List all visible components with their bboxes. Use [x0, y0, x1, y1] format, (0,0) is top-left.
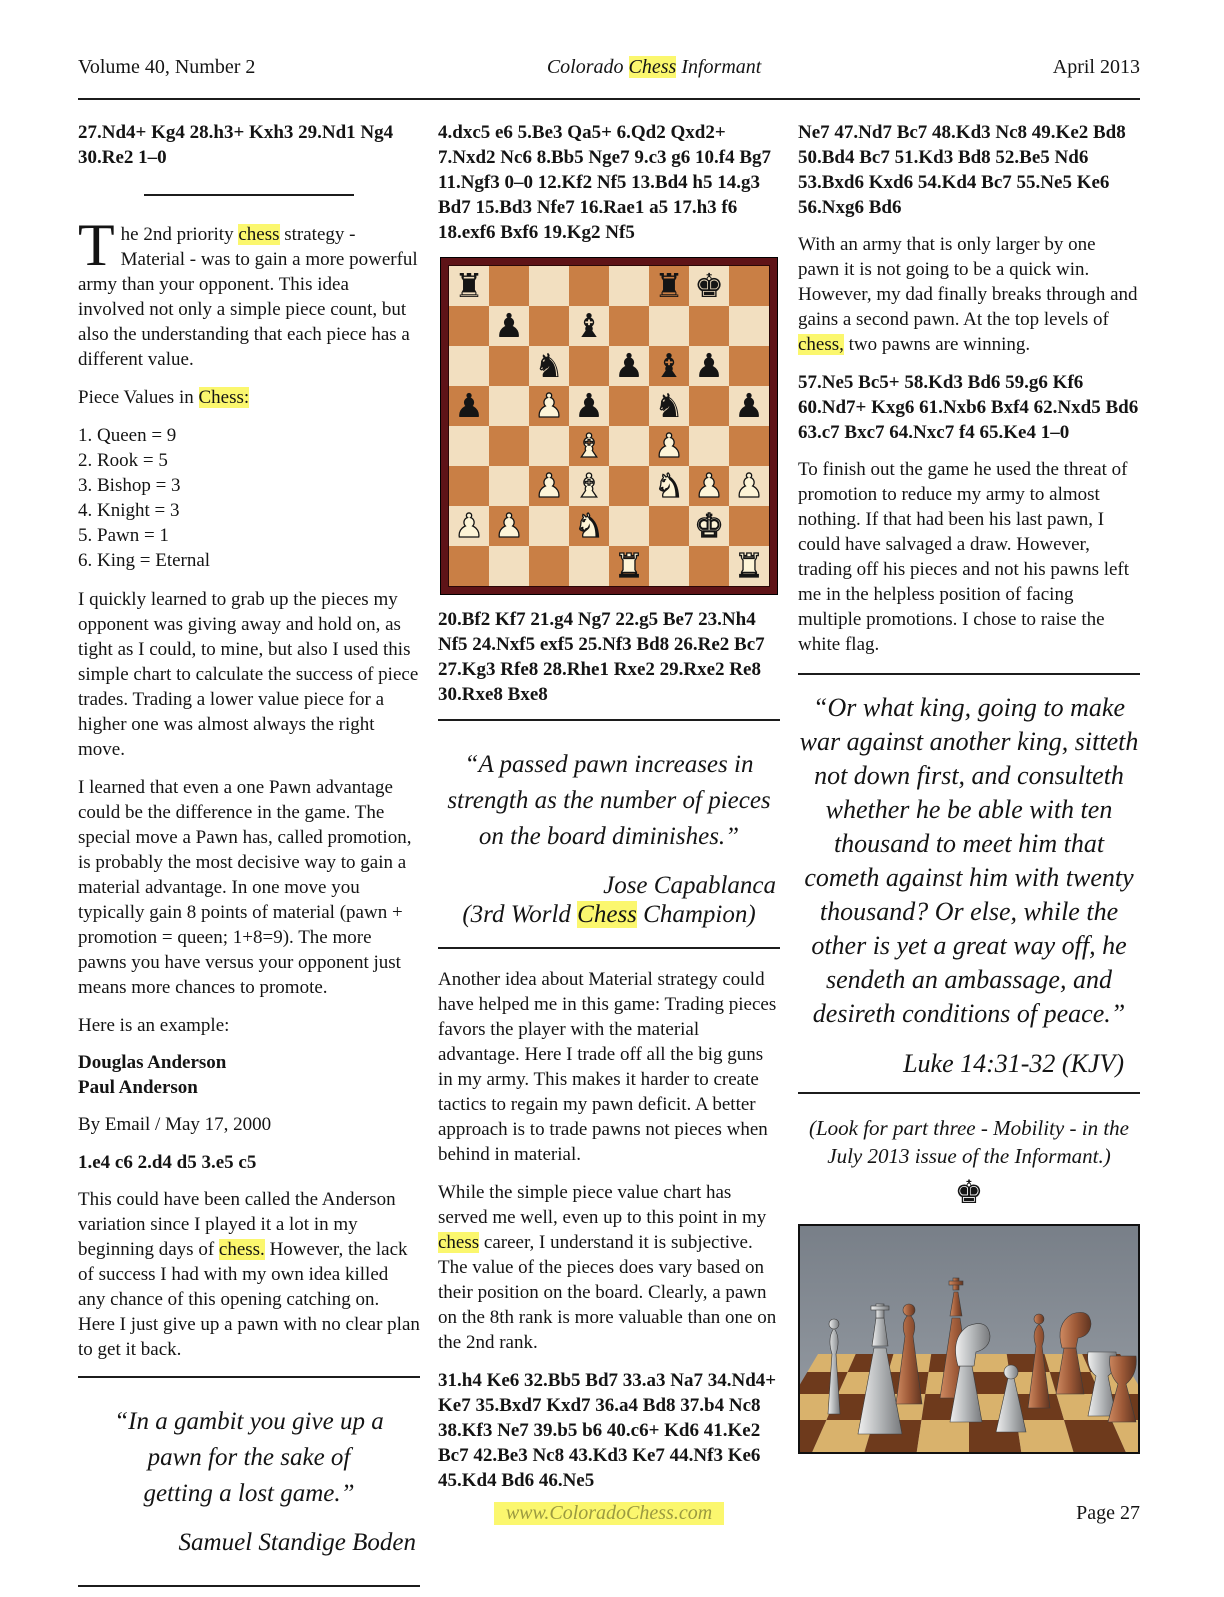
board-square — [449, 306, 489, 346]
board-square — [569, 306, 609, 346]
black-piece: ♝ — [654, 346, 684, 385]
player-name: Douglas Anderson — [78, 1052, 227, 1073]
game-moves: 1.e4 c6 2.d4 d5 3.e5 c5 — [78, 1152, 257, 1173]
board-square — [449, 546, 489, 586]
highlighted-word: chess — [238, 224, 280, 245]
board-square — [449, 426, 489, 466]
game-moves: 31.h4 Ke6 32.Bb5 Bd7 33.a3 Na7 34.Nd4+ Ke7 35.Bxd7 Kxd7 36.a4 Bd8 37.b4 Nc8 38.Kf3 Ne7 39.b5 b6 40.c6+ Kd6 41.Ke2 Bc7 42.Be3 Nc8 43.Kd3 Ke7 44.Nf3 Ke6 45.Kd4 Bd6 46.Ne5 — [438, 1370, 777, 1491]
board-square — [489, 386, 529, 426]
white-piece: ♟ — [734, 466, 764, 505]
board-square — [529, 466, 569, 506]
body-paragraph: I learned that even a one Pawn advantage could be the difference in the game. The special move a Pawn has, called promotion, is probably the most decisive way to gain a material advantage. In one move you typically gain 8 points of material (pawn + promotion = queen; 1+8=9). The more pawns you have versus your opponent just means more chances to promote. — [78, 777, 412, 998]
chess-board — [448, 265, 770, 587]
highlighted-word: Chess — [628, 56, 677, 78]
white-piece: ♜ — [734, 546, 764, 585]
publication-title: Colorado Chess Informant — [546, 56, 762, 78]
quote-rule-top — [438, 719, 780, 721]
black-piece: ♞ — [654, 386, 684, 425]
board-square — [609, 306, 649, 346]
board-square — [489, 546, 529, 586]
black-piece: ♚ — [694, 266, 724, 305]
board-square — [649, 346, 689, 386]
board-square — [569, 506, 609, 546]
black-piece: ♜ — [654, 266, 684, 305]
board-square — [529, 266, 569, 306]
black-piece: ♟ — [734, 386, 764, 425]
board-square — [689, 546, 729, 586]
list-item: 2. Rook = 5 — [78, 450, 168, 471]
board-square — [569, 426, 609, 466]
body-paragraph: This could have been called the Anderson variation since I played it a lot in my beginning days of chess. However, the lack of success I had with my own idea killed any chance of this opening catching on. Here I just give up a pawn with no clear plan to get it back. — [78, 1189, 420, 1360]
highlighted-word: Chess: — [198, 387, 250, 408]
white-piece: ♝ — [574, 466, 604, 505]
board-square — [489, 306, 529, 346]
body-paragraph: While the simple piece value chart has served me well, even up to this point in my chess career, I understand it is subjective. The value of the pieces does vary based on their position on the board. Clearly, a pawn on the 8th rank is more valuable than one on the 2nd rank. — [438, 1182, 777, 1353]
body-paragraph: To finish out the game he used the threat of promotion to reduce my army to almost nothing. If that had been his last pawn, I could have salvaged a draw. However, trading off his pieces and not his pawns left me in the helpless position of facing multiple promotions. I chose to raise the white flag. — [798, 459, 1130, 655]
board-square — [729, 266, 769, 306]
board-square — [609, 466, 649, 506]
board-square — [689, 386, 729, 426]
board-square — [609, 266, 649, 306]
piece-values-label: Piece Values in Chess: — [78, 387, 250, 408]
board-square — [729, 466, 769, 506]
list-item: 3. Bishop = 3 — [78, 475, 181, 496]
board-square — [529, 346, 569, 386]
right-column — [798, 120, 1140, 1597]
piece-values-list — [78, 423, 420, 573]
list-item: 1. Queen = 9 — [78, 425, 177, 446]
game-moves: Ne7 47.Nd7 Bc7 48.Kd3 Nc8 49.Ke2 Bd8 50.Bd4 Bc7 51.Kd3 Bd8 52.Be5 Nd6 53.Bxd6 Kxd6 54.Kd4 Bc7 55.Ne5 Ke6 56.Nxg6 Bd6 — [798, 122, 1126, 218]
list-item: 6. King = Eternal — [78, 550, 211, 571]
middle-column — [438, 120, 780, 1597]
game-moves: 20.Bf2 Kf7 21.g4 Ng7 22.g5 Be7 23.Nh4 Nf5 24.Nxf5 exf5 25.Nf3 Bd8 26.Re2 Bc7 27.Kg3 Rfe8 28.Rhe1 Rxe2 29.Rxe2 Re8 30.Rxe8 Bxe8 — [438, 609, 765, 705]
white-piece: ♞ — [574, 506, 604, 545]
highlighted-word: chess, — [798, 334, 844, 355]
left-column — [78, 120, 420, 1597]
section-divider — [144, 194, 354, 196]
white-piece: ♟ — [454, 506, 484, 545]
board-square — [689, 466, 729, 506]
columns — [78, 120, 1140, 1597]
board-square — [649, 386, 689, 426]
white-piece: ♟ — [534, 466, 564, 505]
header-rule — [78, 98, 1140, 100]
board-square — [689, 306, 729, 346]
event-line: By Email / May 17, 2000 — [78, 1114, 272, 1135]
pull-quote: “A passed pawn increases in strength as the number of pieces on the board diminishes.” — [447, 751, 771, 850]
quote-rule-top — [78, 1376, 420, 1378]
board-square — [449, 266, 489, 306]
player-name: Paul Anderson — [78, 1077, 198, 1098]
page-header — [78, 56, 1140, 79]
board-square — [689, 506, 729, 546]
body-paragraph: With an army that is only larger by one pawn it is not going to be a quick win. However, my dad finally breaks through and gains a second pawn. At the top levels of chess, two pawns are winning. — [798, 234, 1138, 355]
board-square — [649, 306, 689, 346]
black-piece: ♟ — [694, 346, 724, 385]
white-piece: ♟ — [494, 506, 524, 545]
board-square — [649, 266, 689, 306]
players-block — [78, 1050, 420, 1100]
chess-diagram — [440, 257, 778, 595]
board-square — [569, 546, 609, 586]
white-piece: ♟ — [654, 426, 684, 465]
board-square — [609, 426, 649, 466]
board-square — [489, 266, 529, 306]
volume-number: Volume 40, Number 2 — [78, 56, 256, 78]
quote-attribution: Jose Capablanca — [603, 872, 776, 899]
quote-rule-bottom — [798, 1092, 1140, 1094]
black-piece: ♞ — [534, 346, 564, 385]
board-square — [569, 386, 609, 426]
board-square — [449, 506, 489, 546]
board-square — [489, 466, 529, 506]
board-square — [569, 346, 609, 386]
white-piece: ♜ — [614, 546, 644, 585]
board-square — [449, 466, 489, 506]
body-paragraph: I quickly learned to grab up the pieces my opponent was giving away and hold on, as tight as I could, to mine, but also I used this simple chart to calculate the success of piece trades. Trading a lower value piece for a higher one was almost always the right move. — [78, 589, 419, 760]
board-square — [649, 466, 689, 506]
issue-date: April 2013 — [1052, 56, 1140, 78]
quote-rule-bottom — [438, 947, 780, 949]
board-square — [649, 506, 689, 546]
intro-paragraph: The 2nd priority chess strategy - Material - was to gain a more powerful army than your opponent. This idea involved not only a simple piece count, but also the understanding that each piece has a different value. — [78, 212, 418, 370]
board-square — [489, 346, 529, 386]
black-piece: ♝ — [574, 306, 604, 345]
pull-quote: “In a gambit you give up a pawn for the sake of getting a lost game.” — [114, 1408, 384, 1507]
board-square — [609, 546, 649, 586]
board-square — [729, 346, 769, 386]
board-square — [489, 506, 529, 546]
board-square — [689, 266, 729, 306]
board-square — [529, 386, 569, 426]
board-square — [729, 426, 769, 466]
black-piece: ♟ — [614, 346, 644, 385]
black-piece: ♜ — [454, 266, 484, 305]
white-piece: ♟ — [694, 466, 724, 505]
drop-cap: T — [78, 212, 115, 278]
board-square — [649, 546, 689, 586]
body-paragraph: Another idea about Material strategy could have helped me in this game: Trading pieces favors the player with the material advantage. Here I trade off all the big guns in my army. This makes it harder to create tactics to regain my pawn deficit. A better approach is to trade pawns not pieces when behind in material. — [438, 969, 777, 1165]
board-square — [609, 346, 649, 386]
page-number: Page 27 — [1076, 1502, 1140, 1524]
board-square — [609, 506, 649, 546]
website-link[interactable]: www.ColoradoChess.com — [494, 1502, 724, 1525]
game-moves: 4.dxc5 e6 5.Be3 Qa5+ 6.Qd2 Qxd2+ 7.Nxd2 Nc6 8.Bb5 Nge7 9.c3 g6 10.f4 Bg7 11.Ngf3 0–0 12.Kf2 Nf5 13.Bd4 h5 14.g3 Bd7 15.Bd3 Nfe7 16.Rae1 a5 17.h3 f6 18.exf6 Bxf6 19.Kg2 Nf5 — [438, 122, 772, 243]
photo-board-square — [1017, 1420, 1074, 1452]
list-item: 4. Knight = 3 — [78, 500, 180, 521]
white-piece: ♝ — [574, 426, 604, 465]
board-square — [729, 306, 769, 346]
king-icon: ♚ — [954, 1173, 984, 1211]
board-square — [569, 266, 609, 306]
quote-rule-top — [798, 673, 1140, 675]
white-piece: ♞ — [654, 466, 684, 505]
scripture-quote: “Or what king, going to make war against another king, sitteth not down first, and consulteth whether he be able with ten thousand to meet him that cometh against him with twenty thousand? Or else, while the other is yet a great way off, he sendeth an ambassage, and desireth conditions of peace.” — [799, 693, 1139, 1028]
black-piece: ♟ — [494, 306, 524, 345]
quote-rule-bottom — [78, 1585, 420, 1587]
chess-set-photo — [798, 1224, 1140, 1454]
board-square — [729, 506, 769, 546]
black-piece: ♟ — [454, 386, 484, 425]
board-square — [489, 426, 529, 466]
highlighted-word: chess — [438, 1232, 480, 1253]
black-piece: ♟ — [574, 386, 604, 425]
board-square — [529, 306, 569, 346]
example-label: Here is an example: — [78, 1015, 230, 1036]
highlighted-word: chess. — [218, 1239, 265, 1260]
board-square — [689, 426, 729, 466]
quote-attribution: Samuel Standige Boden — [178, 1529, 416, 1556]
scripture-attribution: Luke 14:31-32 (KJV) — [903, 1049, 1124, 1078]
board-square — [449, 386, 489, 426]
board-square — [529, 506, 569, 546]
white-piece: ♟ — [534, 386, 564, 425]
highlighted-word: Chess — [577, 901, 637, 928]
list-item: 5. Pawn = 1 — [78, 525, 169, 546]
white-piece: ♚ — [694, 506, 724, 545]
game-moves: 27.Nd4+ Kg4 28.h3+ Kxh3 29.Nd1 Ng4 30.Re2 1–0 — [78, 122, 394, 168]
editor-note: (Look for part three - Mobility - in the July 2013 issue of the Informant.) — [808, 1116, 1129, 1168]
board-square — [529, 426, 569, 466]
board-square — [529, 546, 569, 586]
board-square — [649, 426, 689, 466]
photo-board-square — [917, 1420, 969, 1452]
quote-attribution-title: (3rd World Chess Champion) — [462, 901, 756, 928]
board-square — [729, 386, 769, 426]
chess-board-frame — [441, 258, 777, 594]
board-square — [609, 386, 649, 426]
board-square — [449, 346, 489, 386]
game-moves: 57.Ne5 Bc5+ 58.Kd3 Bd6 59.g6 Kf6 60.Nd7+ Kxg6 61.Nxb6 Bxf4 62.Nxd5 Bd6 63.c7 Bxc7 64.Nxc7 f4 65.Ke4 1–0 — [798, 372, 1139, 443]
board-square — [689, 346, 729, 386]
board-square — [729, 546, 769, 586]
board-square — [569, 466, 609, 506]
